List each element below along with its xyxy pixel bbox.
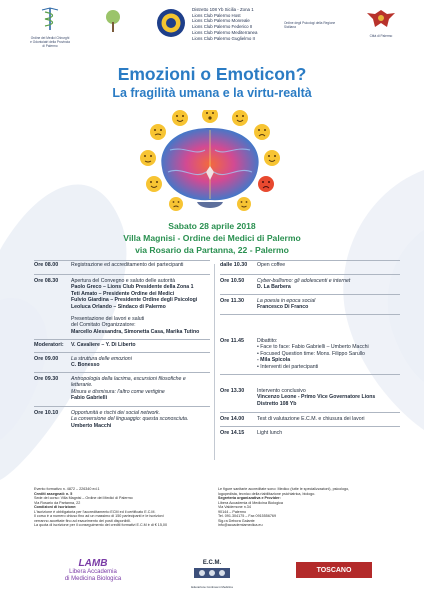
- header-logos: [0, 0, 424, 62]
- club-line: Lions Club Palermo Host: [192, 12, 241, 18]
- row-line: Leoluca Orlando – Sindaco di Palermo: [71, 303, 166, 310]
- footer-line: Sig.ra Debora Galante: [218, 518, 255, 523]
- footer-line: 90144 – Palermo: [218, 509, 247, 514]
- toscano-wordmark: TOSCANO: [316, 566, 352, 574]
- ecm-caption: Educazione Continua in Medicina: [191, 585, 233, 589]
- brain-emoji-illustration: [110, 110, 310, 214]
- row-line: • Interventi dei partecipanti: [257, 363, 319, 370]
- row-line: Cyber-bullismo: gli adolescenti e internet: [257, 278, 351, 284]
- poster-title: Emozioni o Emoticon?: [117, 64, 307, 84]
- row-time: Ore 10.10: [34, 410, 59, 416]
- row-line: La conversione del linguaggio: questa sconosciuta.: [71, 416, 189, 423]
- footer-line: info@accademiamedica.eu: [218, 523, 263, 527]
- row-line: Umberto Macchi: [71, 422, 112, 429]
- row-divider: [220, 294, 400, 295]
- row-line: C. Bonesso: [71, 362, 100, 369]
- row-line: Dibattito:: [257, 338, 278, 344]
- citta-caption: Città di Palermo: [369, 34, 393, 38]
- row-line: La struttura delle emozioni: [71, 356, 132, 362]
- row-time: Ore 08.30: [34, 278, 59, 284]
- row-line: Francesco Di Franco: [257, 304, 309, 311]
- ecm-emblem-icon: [192, 566, 232, 580]
- row-time: dalle 10.30: [220, 262, 248, 268]
- row-divider: [220, 426, 400, 427]
- psicologi-caption: Ordine degli Psicologi della Regione Siciliana: [284, 21, 336, 29]
- lions-emblem-icon: [156, 8, 186, 38]
- schedule-row: [220, 338, 400, 372]
- row-line: del Comitato Organizzatore:: [71, 322, 136, 329]
- row-line: D. La Barbera: [257, 284, 291, 291]
- club-line: Lions Club Palermo Monreale: [192, 18, 250, 24]
- row-divider: [220, 412, 400, 413]
- sponsor-logos: [0, 556, 424, 600]
- row-divider: [34, 260, 210, 261]
- row-time: Ore 09.00: [34, 356, 59, 362]
- row-line: Antropologia della lacrima, escursioni filosofiche e: [71, 376, 186, 382]
- footer-line: Libera Accademia di Medicina Biologica: [218, 500, 283, 505]
- row-line: • Face to face: Fabio Gabrielli – Umberto Macchi: [257, 344, 369, 351]
- row-line: V. Cavaliere – Y. Di Liberto: [71, 342, 136, 348]
- event-venue: Villa Magnisi - Ordine dei Medici di Palermo: [123, 233, 301, 243]
- footer-line: Sede del corso: Villa Magnisi – Ordine dei Medici di Palermo: [34, 496, 133, 500]
- row-time: Ore 09.30: [34, 376, 59, 382]
- footer-info: [34, 487, 394, 553]
- citta-logo: [364, 8, 398, 39]
- caduceus-icon: [30, 6, 70, 32]
- row-line: Apertura del Convegno e saluto delle autorità: [71, 278, 176, 284]
- schedule-row: [220, 298, 400, 312]
- club-line: Lions Club Palermo Guglielmo II: [192, 35, 255, 41]
- footer-line: Segreteria organizzativa e Provider:: [218, 496, 281, 500]
- tree-icon: [102, 8, 124, 34]
- row-line: Opportunità e rischi dei social network.: [71, 410, 161, 416]
- row-line: letterarie.: [71, 382, 93, 389]
- row-line: Fulvio Giardina – Presidente Ordine degli Psicologi: [71, 297, 198, 304]
- schedule-divider: [214, 264, 215, 460]
- schedule-row: [220, 278, 400, 292]
- schedule-left-column: [34, 262, 210, 462]
- row-time: Ore 08.00: [34, 262, 59, 268]
- ecm-logo: [186, 560, 238, 589]
- footer-line: La quota di iscrizione per il conseguimento dei crediti formativi E.C.M è di € 15,00: [34, 523, 168, 527]
- footer-line: Tel. 091.304175 – Fax 0915556769: [218, 514, 277, 518]
- schedule-row: [34, 316, 210, 338]
- footer-line: Crediti assegnati: n. 5: [34, 491, 73, 496]
- tree-logo: [102, 8, 124, 39]
- row-time: Ore 13.30: [220, 388, 245, 394]
- event-address: via Rosario da Partanna, 22 - Palermo: [135, 245, 289, 255]
- row-line: Teti Amato – Presidente Ordine dei Medici: [71, 290, 175, 297]
- eagle-crest-icon: [364, 8, 398, 30]
- row-divider: [34, 339, 210, 340]
- row-line: Test di valutazione E.C.M. e chiusura dei lavori: [257, 416, 365, 422]
- row-line: Registrazione ed accreditamento dei partecipanti: [71, 262, 184, 268]
- schedule-row: [220, 388, 400, 410]
- omceo-logo: [30, 6, 70, 48]
- footer-line: Condizioni di iscrizione:: [34, 505, 77, 509]
- row-divider: [34, 352, 210, 353]
- lions-clubs-list: [192, 7, 272, 41]
- schedule-row: [34, 278, 210, 312]
- schedule-right-column: [220, 262, 400, 462]
- footer-line: L'iscrizione è obbligatoria per l'accreditamento ECM ed il certificato E.C.M.: [34, 509, 156, 514]
- lamb-caption: di Medicina Biologica: [64, 575, 122, 582]
- row-divider: [34, 406, 210, 407]
- footer-line: Via Rosario da Partanna, 22: [34, 500, 81, 505]
- psicologi-logo: [284, 22, 342, 30]
- footer-left: [34, 487, 206, 528]
- row-divider: [34, 274, 210, 275]
- row-divider: [220, 260, 400, 261]
- row-time: Ore 14.00: [220, 416, 245, 422]
- footer-line: Il corso è a numero chiuso fino ad un massimo di 150 partecipanti e le iscrizioni: [34, 514, 164, 518]
- row-divider: [220, 274, 400, 275]
- lamb-logo: [58, 558, 128, 582]
- schedule-row: [34, 410, 210, 432]
- row-time: Ore 11.45: [220, 338, 244, 344]
- ecm-wordmark: E.C.M.: [202, 560, 222, 566]
- row-line: - Mila Spicola: [257, 357, 291, 364]
- omceo-caption: Ordine dei Medici Chirurghi e Odontoiatri della Provincia di Palermo: [30, 36, 70, 48]
- row-line: Fabio Gabrielli: [71, 395, 108, 402]
- row-line: Vincenzo Leone - Primo Vice Governatore Lions: [257, 394, 376, 401]
- row-time: Moderatori:: [34, 342, 64, 348]
- footer-line: Evento formativo n. 4872 – 226340 ed.1: [34, 487, 100, 491]
- club-line: Lions Club Palermo Mediterranea: [192, 29, 258, 35]
- row-time: Ore 14.15: [220, 430, 245, 436]
- footer-right: [218, 487, 394, 528]
- footer-line: verranno accettate fino ad esaurimento dei posti disponibili.: [34, 518, 131, 523]
- row-line: La poesia in epoca social: [257, 298, 316, 304]
- event-date: Sabato 28 aprile 2018: [168, 221, 256, 231]
- club-line: Lions Club Palermo Federico II: [192, 24, 253, 30]
- toscano-logo: [296, 562, 372, 578]
- row-divider: [220, 374, 400, 375]
- row-line: Open coffee: [257, 262, 286, 268]
- row-time: Ore 10.50: [220, 278, 245, 284]
- row-line: Paolo Greco – Lions Club Presidente della Zona 1: [71, 284, 194, 291]
- row-line: Light lunch: [257, 430, 283, 436]
- row-line: Presentazione dei lavori e saluti: [71, 316, 145, 322]
- schedule-row: [34, 356, 210, 370]
- poster-subtitle: La fragilità umana e la virtu-realtà: [112, 86, 312, 100]
- lions-logo: [156, 8, 186, 43]
- row-line: Marcello Alessandra, Simonetta Casa, Marika Tutino: [71, 328, 200, 335]
- row-divider: [34, 372, 210, 373]
- row-divider: [220, 314, 400, 315]
- lamb-caption: Libera Accademia: [69, 569, 117, 575]
- schedule-row: [34, 376, 210, 404]
- lamb-wordmark: LAMB: [78, 558, 108, 569]
- footer-line: logopedista, tecnico della riabilitazione psichiatrica, biologo.: [218, 491, 316, 496]
- row-line: Misura e dismisura: l'altro come vertigine: [71, 388, 165, 395]
- footer-line: Via Valdemone n.34: [218, 505, 251, 509]
- row-line: Distretto 108 Yb: [257, 400, 297, 407]
- club-line: Distretto 108 Yb Sicilia - Zona 1: [192, 7, 254, 12]
- footer-line: Le figure sanitarie accreditate sono: Medico (tutte le specializzazioni), psicologo,: [218, 487, 350, 491]
- row-line: Intervento conclusivo: [257, 388, 306, 394]
- row-line: • Focused Question time: Mons. Filippo Sarullo: [257, 350, 365, 357]
- row-time: Ore 11.30: [220, 298, 244, 304]
